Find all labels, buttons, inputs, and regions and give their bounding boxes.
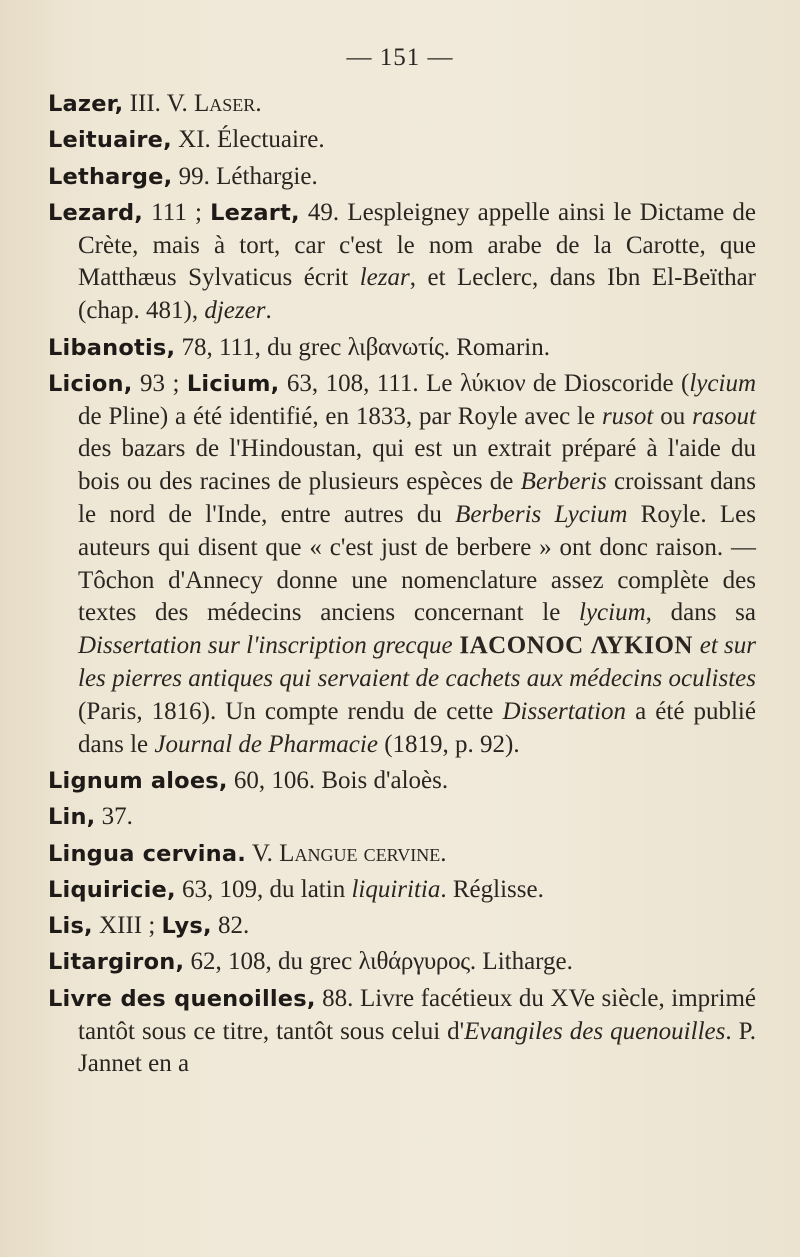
page-number: — 151 — [346, 44, 454, 71]
greek-term: λιβανωτίς [347, 333, 444, 361]
entry-text: 63, 109, du latin [175, 875, 352, 903]
entry-text: , dans sa [645, 599, 756, 627]
greek-term: λιθάργυρος [358, 948, 470, 976]
entry-headword: Leituaire, [48, 127, 172, 154]
glossary-entries [48, 88, 756, 1085]
entry-text: de Dioscoride ( [525, 369, 690, 397]
entry-italic: djezer [204, 297, 266, 325]
entry-text: . Romarin. [443, 333, 550, 361]
entry-small-caps: Laser. [194, 90, 262, 117]
entry-italic: rusot [601, 402, 654, 430]
entry-text: 99. Léthargie. [172, 162, 318, 190]
entry-text: a été publié dans le [78, 697, 756, 758]
entry-italic: Berberis [520, 468, 607, 496]
entry-italic: Berberis Lycium [455, 501, 628, 529]
entry-text: , et Leclerc, dans Ibn El-Beïthar (chap. 481), [78, 264, 756, 325]
entry-italic: lycium [579, 599, 646, 627]
entry-text: ou [653, 402, 693, 430]
entry-text: 111 ; [143, 198, 211, 226]
glossary-entry [48, 874, 756, 907]
greek-inscription: ΙΑCΟΝΟC ΛΥΚΙΟΝ [452, 632, 700, 660]
entry-italic: Dissertation [502, 697, 627, 725]
entry-headword: Lis, [48, 913, 93, 940]
entry-text: 37. [95, 803, 133, 831]
entry-text: III. V. [123, 90, 195, 117]
entry-text: . Réglisse. [440, 875, 544, 903]
entry-text: 88. Livre facétieux du XVe siècle, imprimé tantôt sous ce titre, tantôt sous celui d' [78, 984, 756, 1045]
entry-headword: Libanotis, [48, 334, 176, 361]
entry-italic: lezar [359, 264, 410, 292]
entry-italic: liquiritia [351, 875, 441, 903]
entry-headword: Licion, [48, 370, 133, 397]
entry-headword: Litargiron, [48, 949, 185, 976]
entry-headword: Lys, [161, 913, 212, 940]
entry-text: 82. [211, 912, 250, 940]
entry-text: Royle. Les auteurs qui disent que « c'est just de berbere » ont donc raison. — Tôchon d'Annecy donne une nomenclature assez complète des textes des médecins anciens concernant le [78, 501, 756, 627]
glossary-entry [48, 124, 756, 157]
greek-term: λύκιον [459, 369, 526, 397]
entry-italic: Evangiles des quenouilles [464, 1017, 726, 1045]
glossary-entry [48, 368, 756, 762]
entry-headword: Livre des quenoilles, [48, 985, 316, 1012]
entry-text: croissant dans le nord de l'Inde, entre autres du [78, 468, 756, 529]
glossary-entry [48, 88, 756, 121]
entry-text: des bazars de l'Hindoustan, qui est un extrait préparé à l'aide du bois ou des racines de plusieurs espèces de [78, 435, 756, 496]
entry-text: 78, 111, du grec [175, 333, 348, 361]
entry-text: XI. Électuaire. [171, 126, 325, 154]
entry-text: . Litharge. [469, 948, 573, 976]
entry-text: 93 ; [132, 369, 187, 397]
glossary-entry [48, 765, 756, 798]
entry-headword: Lezart, [210, 199, 300, 226]
entry-headword: Lezard, [48, 199, 144, 226]
entry-headword: Lazer, [48, 91, 124, 117]
entry-text: (Paris, 1816). Un compte rendu de cette [78, 697, 503, 725]
entry-text: 63, 108, 111. Le [279, 369, 460, 397]
entry-headword: Lin, [48, 804, 96, 831]
glossary-entry [48, 838, 756, 871]
entry-headword: Letharge, [48, 163, 173, 190]
entry-text: 60, 106. Bois d'aloès. [227, 766, 449, 794]
glossary-entry [48, 983, 756, 1081]
entry-italic: et sur les pierres antiques qui servaient de cachets aux médecins oculistes [78, 632, 756, 693]
entry-text: . P. Jannet en a [78, 1017, 757, 1078]
entry-text: (1819, p. 92). [377, 730, 520, 758]
entry-text: 49. Lespleigney appelle ainsi le Dictame de Crète, mais à tort, car c'est le nom arabe de la Carotte, que Matthæus Sylvaticus écrit [78, 198, 756, 292]
entry-text: . [265, 297, 272, 325]
glossary-entry [48, 161, 756, 194]
glossary-entry [48, 801, 756, 834]
entry-text: XIII ; [92, 912, 162, 940]
entry-text: V. [246, 839, 280, 867]
entry-italic: rasout [692, 402, 756, 430]
entry-text: de Pline) a été identifié, en 1833, par Royle avec le [78, 402, 602, 430]
entry-headword: Lignum aloes, [48, 767, 228, 794]
glossary-entry [48, 910, 756, 943]
entry-small-caps: Langue cervine. [279, 839, 447, 867]
glossary-entry [48, 946, 756, 979]
entry-italic: Dissertation sur l'inscription grecque [78, 632, 453, 660]
entry-italic: Journal de Pharmacie [154, 730, 378, 758]
entry-headword: Licium, [186, 370, 280, 397]
entry-italic: lycium [689, 369, 756, 397]
glossary-entry [48, 197, 756, 328]
glossary-entry [48, 332, 756, 365]
entry-text: 62, 108, du grec [184, 948, 359, 976]
entry-headword: Liquiricie, [48, 876, 176, 903]
entry-headword: Lingua cervina. [48, 840, 247, 867]
